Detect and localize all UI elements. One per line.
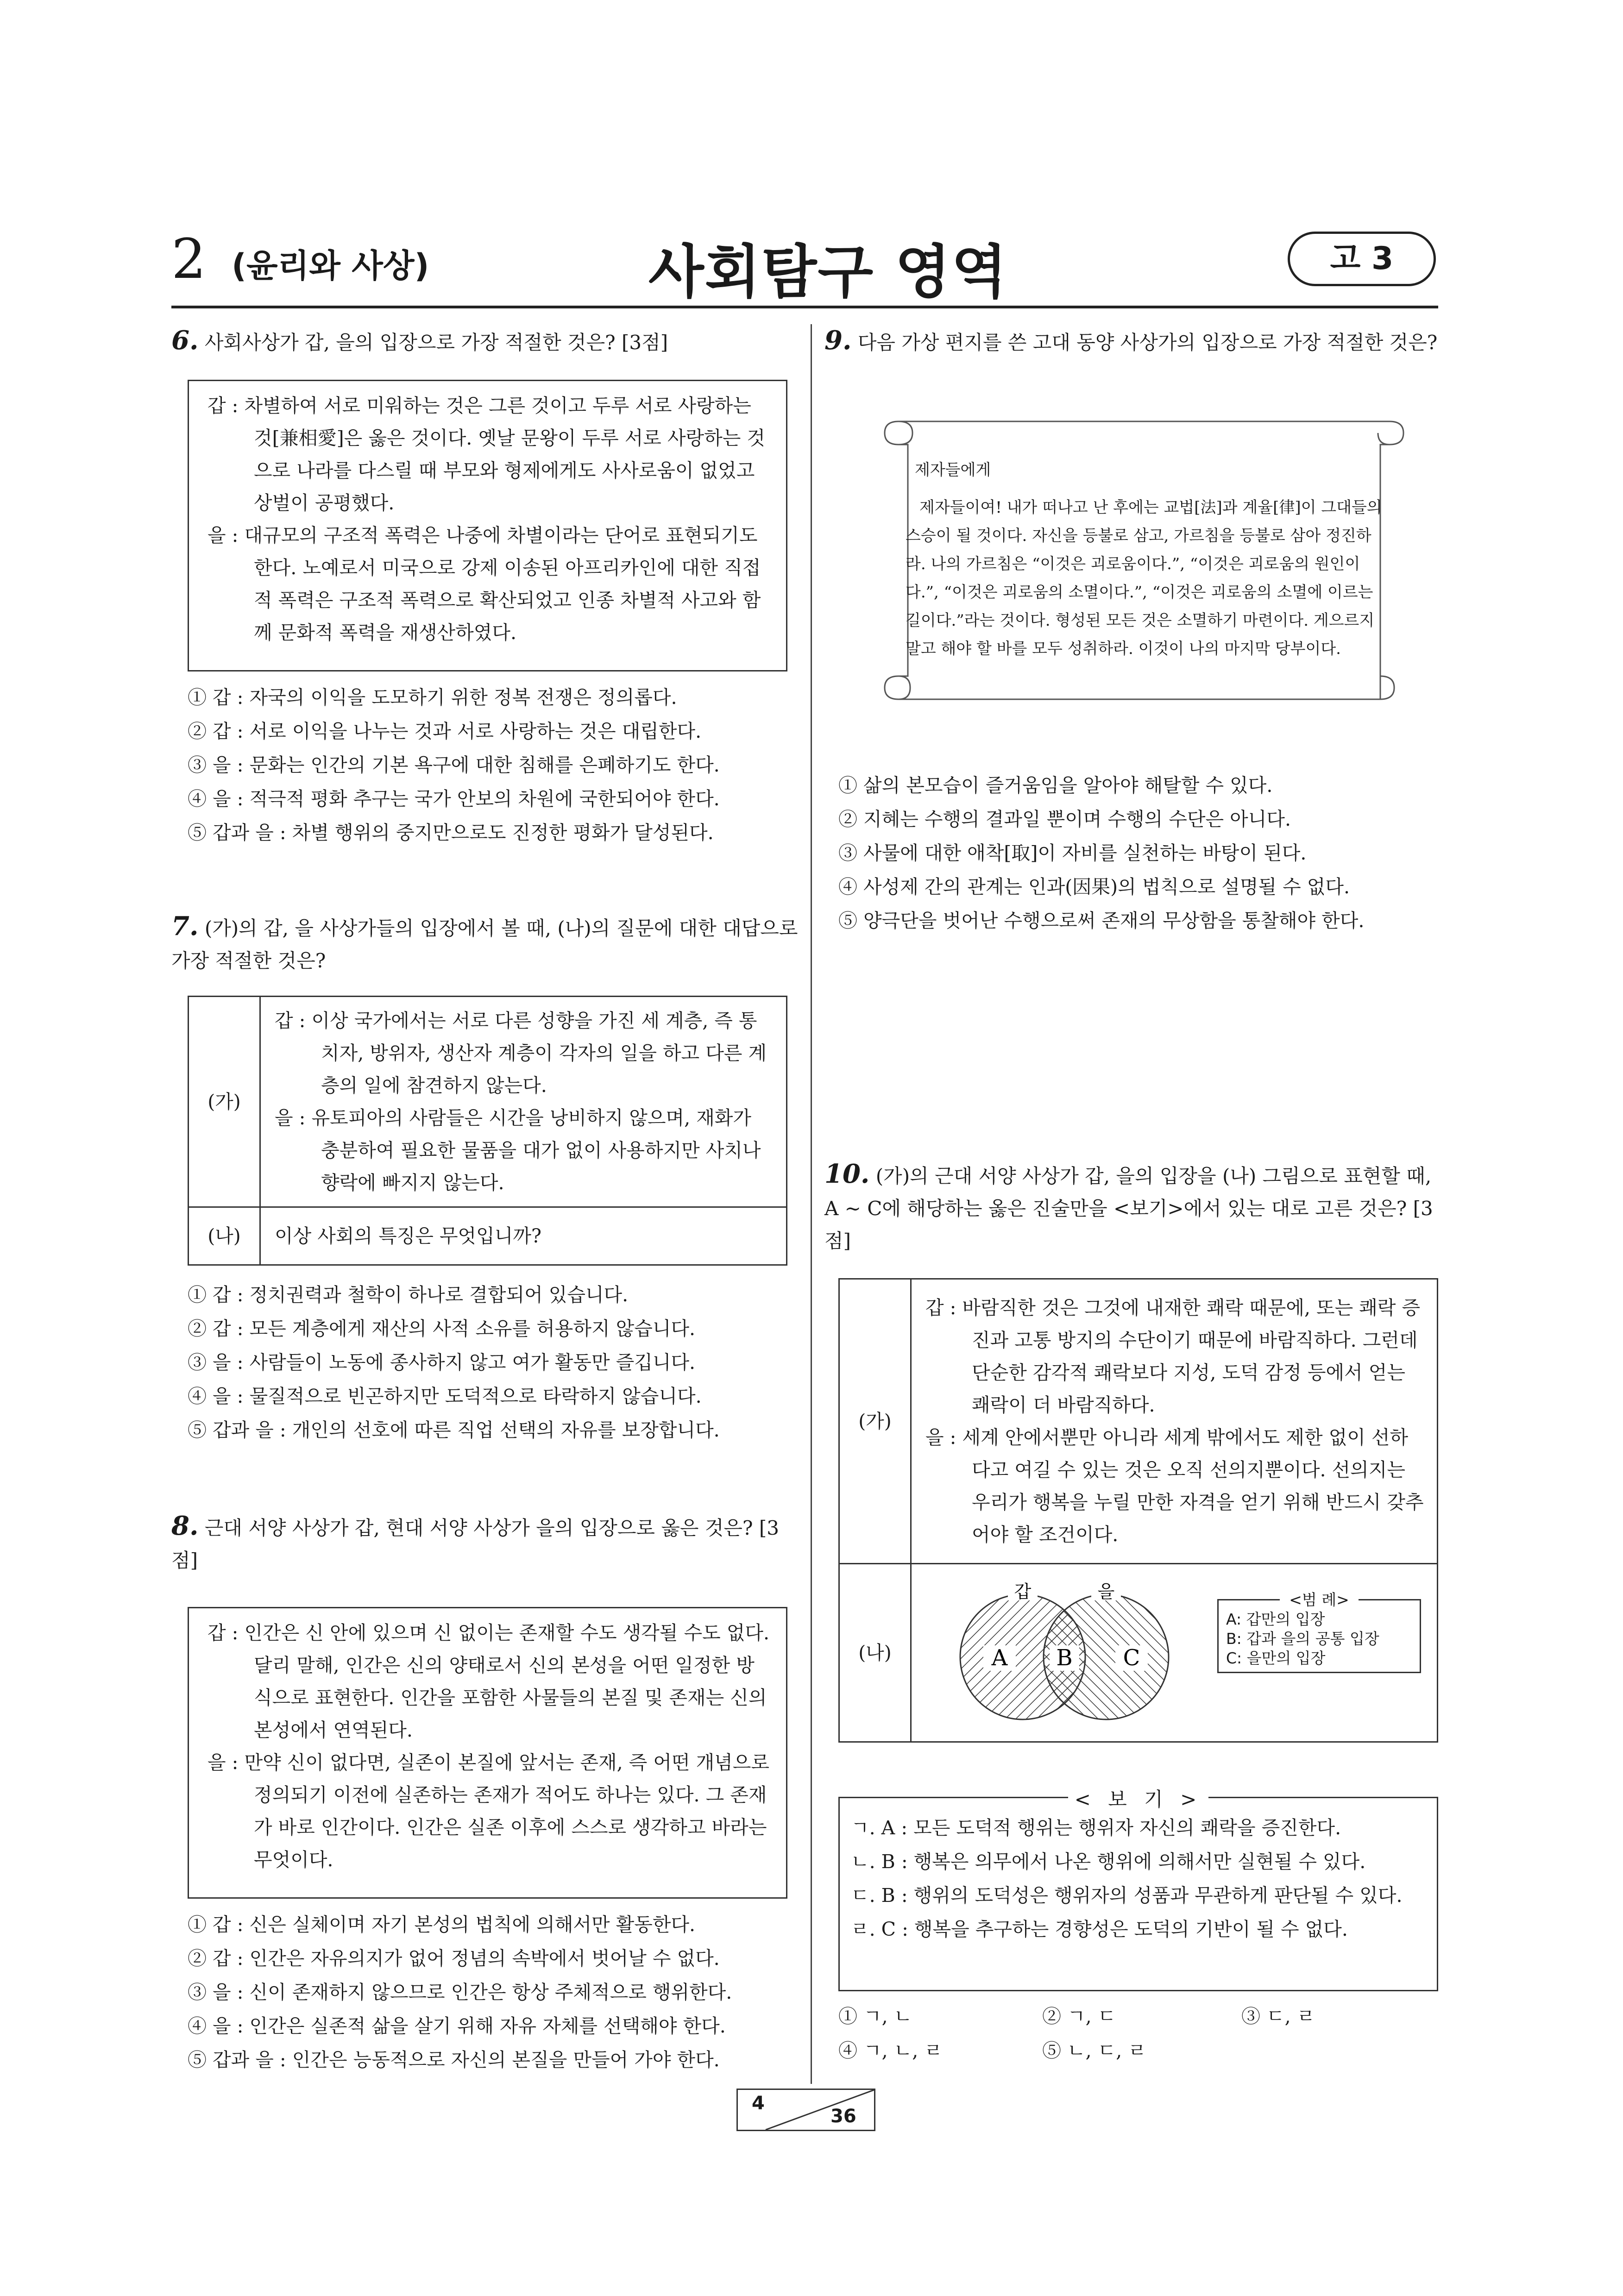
letter-salutation: 제자들에게	[915, 461, 991, 479]
question-stem: (가)의 근대 서양 사상가 갑, 을의 입장을 (나) 그림으로 표현할 때, A ~ C에 해당하는 옳은 진술만을 <보기>에서 있는 대로 고른 것은? [3점]	[824, 1165, 1433, 1252]
question-number: 10.	[824, 1159, 870, 1189]
option-2[interactable]: ② 지혜는 수행의 결과일 뿐이며 수행의 수단은 아니다.	[838, 808, 1291, 830]
letter-content	[906, 456, 1385, 663]
total-pages: 36	[830, 2106, 856, 2127]
legend-title: <범 례>	[1280, 1590, 1359, 1610]
question-number: 9.	[824, 325, 852, 356]
question-stem: 근대 서양 사상가 갑, 현대 서양 사상가 을의 입장으로 옳은 것은? [3점]	[171, 1517, 779, 1572]
question-6	[171, 324, 801, 359]
bogi-item-3: ㄷ. B : 행위의 도덕성은 행위자의 성품과 무관하게 판단될 수 있다.	[851, 1884, 1403, 1907]
venn-label-gap: 갑	[1014, 1581, 1032, 1602]
venn-diagram	[925, 1578, 1203, 1726]
option-1[interactable]: ① 갑 : 정치권력과 철학이 하나로 결합되어 있습니다.	[188, 1284, 629, 1306]
na-label: (나)	[189, 1207, 260, 1265]
ga-content	[260, 997, 787, 1207]
q7-options	[188, 1278, 808, 1447]
option-1[interactable]: ① 갑 : 자국의 이익을 도모하기 위한 정복 전쟁은 정의롭다.	[188, 686, 677, 709]
question-number: 8.	[171, 1511, 199, 1541]
passage-eul: 을 : 대규모의 구조적 폭력은 나중에 차별이라는 단어로 표현되기도 한다. 노예로서 미국으로 강제 이송된 아프리카인에 대한 직접적 폭력은 구조적 폭력으로 확산되었고 인종 차별적 사고와 함께 문화적 폭력을 재생산하였다.	[208, 524, 761, 644]
question-stem: 사회사상가 갑, 을의 입장으로 가장 적절한 것은? [3점]	[204, 331, 668, 354]
option-3[interactable]: ③ 사물에 대한 애착[取]이 자비를 실천하는 바탕이 된다.	[838, 842, 1307, 864]
subject-label: (윤리와 사상)	[232, 247, 429, 285]
q6-passage-box	[188, 380, 787, 671]
option-4[interactable]: ④ 사성제 간의 관계는 인과(因果)의 법칙으로 설명될 수 없다.	[838, 876, 1350, 898]
bogi-box	[838, 1788, 1438, 1991]
option-5[interactable]: ⑤ 갑과 을 : 개인의 선호에 따른 직업 선택의 자유를 보장합니다.	[188, 1419, 720, 1441]
letter-body: 제자들이여! 내가 떠나고 난 후에는 교법[法]과 계율[律]이 그대들의 스승이 될 것이다. 자신을 등불로 삼고, 가르침을 등불로 삼아 정진하라. 나의 가르침은 “이것은 괴로움이다.”, “이것은 괴로움의 원인이다.”, “이것은 괴로움의 소멸이다.”, “이것은 괴로움의 소멸에 이르는 길이다.”라는 것이다. 형성된 모든 것은 소멸하기 마련이다. 게으르지 말고 해야 할 바를 모두 성취하라. 이것이 나의 마지막 당부이다.	[906, 498, 1382, 658]
q8-passage-box	[188, 1607, 787, 1899]
option-4[interactable]: ④ 을 : 인간은 실존적 삶을 살기 위해 자유 자체를 선택해야 한다.	[188, 2015, 726, 2037]
venn-cell	[911, 1564, 1438, 1742]
legend-c: C: 을만의 입장	[1226, 1649, 1326, 1667]
passage-eul: 을 : 세계 안에서뿐만 아니라 세계 밖에서도 제한 없이 선하다고 여길 수 있는 것은 오직 선의지뿐이다. 선의지는 우리가 행복을 누릴 만한 자격을 얻기 위해 반드시 갖추어야 할 조건이다.	[925, 1426, 1424, 1546]
bogi-item-4: ㄹ. C : 행복을 추구하는 경향성은 도덕의 기반이 될 수 없다.	[851, 1918, 1348, 1940]
bogi-item-1: ㄱ. A : 모든 도덕적 행위는 행위자 자신의 쾌락을 증진한다.	[851, 1817, 1341, 1839]
option-4[interactable]: ④ 을 : 적극적 평화 추구는 국가 안보의 차원에 국한되어야 한다.	[188, 788, 720, 810]
option-1[interactable]: ① 갑 : 신은 실체이며 자기 본성의 법칙에 의해서만 활동한다.	[188, 1913, 696, 1936]
option-2[interactable]: ② 갑 : 인간은 자유의지가 없어 정념의 속박에서 벗어날 수 없다.	[188, 1947, 720, 1970]
passage-gap: 갑 : 바람직한 것은 그것에 내재한 쾌락 때문에, 또는 쾌락 증진과 고통 방지의 수단이기 때문에 바람직하다. 그런데 단순한 감각적 쾌락보다 지성, 도덕 감정 등에서 얻는 쾌락이 더 바람직하다.	[925, 1297, 1421, 1416]
q9-options	[838, 769, 1441, 938]
legend-b: B: 갑과 을의 공통 입장	[1226, 1630, 1379, 1648]
q10-option-1[interactable]: ① ㄱ, ㄴ	[838, 2005, 912, 2027]
na-label: (나)	[839, 1564, 911, 1742]
column-divider	[811, 324, 812, 2084]
option-2[interactable]: ② 갑 : 서로 이익을 나누는 것과 서로 사랑하는 것은 대립한다.	[188, 720, 702, 742]
option-5[interactable]: ⑤ 갑과 을 : 인간은 능동적으로 자신의 본질을 만들어 가야 한다.	[188, 2049, 720, 2071]
page-indicator	[736, 2089, 875, 2131]
q8-options	[188, 1908, 808, 2077]
ga-label: (가)	[189, 997, 260, 1207]
venn-region-a: A	[991, 1645, 1008, 1671]
q6-options	[188, 681, 808, 850]
question-10	[824, 1158, 1441, 1257]
option-5[interactable]: ⑤ 갑과 을 : 차별 행위의 중지만으로도 진정한 평화가 달성된다.	[188, 822, 714, 844]
venn-region-c: C	[1123, 1645, 1140, 1671]
option-2[interactable]: ② 갑 : 모든 계층에게 재산의 사적 소유를 허용하지 않습니다.	[188, 1317, 696, 1340]
q10-option-5[interactable]: ⑤ ㄴ, ㄷ, ㄹ	[1042, 2039, 1146, 2062]
passage-eul: 을 : 유토피아의 사람들은 시간을 낭비하지 않으며, 재화가 충분하여 필요한 물품을 대가 없이 사용하지만 사치나 향락에 빠지지 않는다.	[275, 1107, 761, 1194]
venn-legend	[1217, 1591, 1421, 1673]
option-4[interactable]: ④ 을 : 물질적으로 빈곤하지만 도덕적으로 타락하지 않습니다.	[188, 1385, 702, 1407]
venn-label-eul: 을	[1097, 1581, 1115, 1602]
question-number: 6.	[171, 325, 199, 356]
page-number: 2	[171, 227, 207, 291]
option-3[interactable]: ③ 을 : 신이 존재하지 않으므로 인간은 항상 주체적으로 행위한다.	[188, 1981, 732, 2003]
passage-gap: 갑 : 이상 국가에서는 서로 다른 성향을 가진 세 계층, 즉 통치자, 방위자, 생산자 계층이 각자의 일을 하고 다른 계층의 일에 참견하지 않는다.	[275, 1010, 767, 1097]
passage-gap: 갑 : 인간은 신 안에 있으며 신 없이는 존재할 수도 생각될 수도 없다. 달리 말해, 인간은 신의 양태로서 신의 본성을 어떤 일정한 방식으로 표현한다. 인간을 포함한 사물들의 본질 및 존재는 신의 본성에서 연역된다.	[208, 1622, 769, 1741]
question-7	[171, 910, 801, 977]
legend-a: A: 갑만의 입장	[1226, 1610, 1325, 1628]
q10-option-4[interactable]: ④ ㄱ, ㄴ, ㄹ	[838, 2039, 943, 2062]
ga-label: (가)	[839, 1279, 911, 1564]
question-number: 7.	[171, 911, 199, 941]
question-stem: (가)의 갑, 을 사상가들의 입장에서 볼 때, (나)의 질문에 대한 대답으로 가장 적절한 것은?	[171, 917, 798, 972]
header-divider	[171, 306, 1438, 308]
q10-option-3[interactable]: ③ ㄷ, ㄹ	[1241, 2005, 1315, 2027]
bogi-item-2: ㄴ. B : 행복은 의무에서 나온 행위에 의해서만 실현될 수 있다.	[851, 1851, 1366, 1873]
question-stem: 다음 가상 편지를 쓴 고대 동양 사상가의 입장으로 가장 적절한 것은?	[857, 331, 1438, 354]
question-8	[171, 1510, 801, 1577]
passage-eul: 을 : 만약 신이 없다면, 실존이 본질에 앞서는 존재, 즉 어떤 개념으로 정의되기 이전에 실존하는 존재가 적어도 하나는 있다. 그 존재가 바로 인간이다. 인간은 실존 이후에 스스로 생각하고 바라는 무엇이다.	[208, 1751, 769, 1871]
option-3[interactable]: ③ 을 : 문화는 인간의 기본 욕구에 대한 침해를 은폐하기도 한다.	[188, 754, 720, 776]
ga-content	[911, 1279, 1438, 1564]
option-5[interactable]: ⑤ 양극단을 벗어난 수행으로써 존재의 무상함을 통찰해야 한다.	[838, 910, 1365, 932]
q10-passage-table	[838, 1278, 1438, 1743]
option-1[interactable]: ① 삶의 본모습이 즐거움임을 알아야 해탈할 수 있다.	[838, 774, 1273, 797]
option-3[interactable]: ③ 을 : 사람들이 노동에 종사하지 않고 여가 활동만 즐깁니다.	[188, 1351, 696, 1374]
passage-gap: 갑 : 차별하여 서로 미워하는 것은 그른 것이고 두루 서로 사랑하는 것[兼相愛]은 옳은 것이다. 옛날 문왕이 두루 서로 사랑하는 것으로 나라를 다스릴 때 부모와 형제에게도 사사로움이 없었고 상벌이 공평했다.	[208, 395, 766, 514]
venn-region-b: B	[1056, 1645, 1073, 1671]
q7-passage-table	[188, 996, 787, 1266]
question-9	[824, 324, 1441, 359]
bogi-title	[840, 1784, 1437, 1812]
current-page: 4	[752, 2093, 765, 2114]
q10-option-2[interactable]: ② ㄱ, ㄷ	[1042, 2005, 1116, 2027]
page-title: 사회탐구 영역	[648, 239, 1008, 306]
grade-badge: 고 3	[1288, 232, 1436, 286]
bogi-label: < 보 기 >	[1068, 1788, 1209, 1811]
na-content: 이상 사회의 특징은 무엇입니까?	[260, 1207, 787, 1265]
